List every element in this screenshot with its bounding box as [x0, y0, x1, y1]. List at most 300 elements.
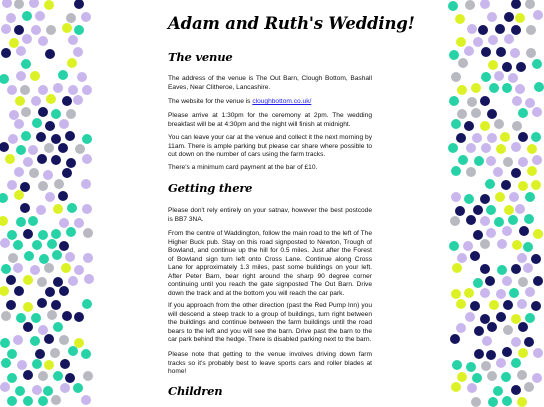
confetti-dot	[62, 23, 72, 33]
confetti-dot	[35, 11, 45, 21]
confetti-dot	[5, 154, 15, 164]
confetti-dot	[511, 0, 521, 9]
confetti-dot	[488, 397, 498, 407]
confetti-dot	[488, 60, 498, 70]
confetti-dot	[496, 358, 506, 368]
confetti-dot	[32, 240, 42, 250]
confetti-dot	[44, 0, 54, 10]
venue-website-link[interactable]: cloughbottom.co.uk/	[252, 98, 312, 105]
confetti-dot	[457, 253, 467, 263]
confetti-dot	[518, 322, 528, 332]
confetti-dot	[464, 194, 474, 204]
confetti-dot	[6, 275, 16, 285]
confetti-dot	[502, 226, 512, 236]
confetti-dot	[487, 133, 497, 143]
confetti-dot	[53, 371, 63, 381]
confetti-dot	[37, 154, 47, 164]
confetti-dot	[519, 226, 529, 236]
confetti-dot	[1, 264, 11, 274]
confetti-dot	[457, 372, 467, 382]
confetti-dot	[15, 96, 25, 106]
confetti-dot	[21, 59, 31, 69]
confetti-dot	[74, 312, 84, 322]
confetti-dot	[532, 107, 542, 117]
confetti-dot	[60, 359, 70, 369]
confetti-dot	[62, 311, 72, 321]
getting-there-route2: If you approach from the other direction (past the Red Pump Inn) you will descend a steep track to a group of buildings, turn right between the buildings and continue between the farm buildings until the road bears to the left and you will see the barn. Drive past the barn to the car park behind the hedge. There is disabled parking next to the barn.	[168, 302, 372, 343]
confetti-dot	[1, 311, 11, 321]
confetti-dot	[46, 94, 56, 104]
confetti-dot	[16, 46, 26, 56]
confetti-dot	[74, 265, 84, 275]
confetti-dot	[494, 217, 504, 227]
confetti-dot	[504, 34, 514, 44]
confetti-dot	[82, 85, 92, 95]
confetti-dot	[83, 371, 93, 381]
confetti-dot	[511, 337, 521, 347]
confetti-dot	[23, 157, 33, 167]
confetti-dot	[66, 109, 76, 119]
confetti-dot	[51, 134, 61, 144]
confetti-dot	[14, 0, 24, 9]
confetti-dot	[515, 204, 525, 214]
confetti-dot	[455, 206, 465, 216]
confetti-dot	[466, 362, 476, 372]
confetti-dot	[37, 298, 47, 308]
confetti-dot	[523, 242, 533, 252]
confetti-dot	[465, 0, 475, 10]
confetti-dot	[46, 25, 56, 35]
confetti-dot	[511, 385, 521, 395]
confetti-dot	[59, 241, 69, 251]
confetti-dot	[77, 72, 87, 82]
confetti-dot	[30, 336, 40, 346]
confetti-dot	[62, 96, 72, 106]
confetti-dot	[7, 396, 17, 406]
confetti-dot	[451, 72, 461, 82]
confetti-dot	[62, 168, 72, 178]
confetti-dot	[29, 168, 39, 178]
confetti-dot	[504, 12, 514, 22]
venue-section	[168, 50, 372, 64]
confetti-dot	[66, 227, 76, 237]
confetti-dot	[44, 143, 54, 153]
confetti-dot	[7, 349, 17, 359]
confetti-dot	[532, 59, 542, 69]
confetti-dot	[494, 71, 504, 81]
confetti-dot	[517, 299, 527, 309]
confetti-dot	[525, 192, 535, 202]
getting-there-heading: Getting there	[168, 181, 253, 195]
confetti-dot	[37, 277, 47, 287]
confetti-dot	[511, 25, 521, 35]
confetti-dot	[526, 25, 536, 35]
getting-there-tracks: Please note that getting to the venue involves driving down farm tracks so it's probably best to leave sports cars and roller blades at home!	[168, 351, 372, 375]
confetti-dot	[471, 108, 481, 118]
confetti-dot	[45, 287, 55, 297]
confetti-dot	[43, 170, 53, 180]
confetti-dot	[533, 348, 543, 358]
confetti-dot	[53, 322, 63, 332]
confetti-dot	[22, 34, 32, 44]
confetti-dot	[53, 83, 63, 93]
confetti-dot	[500, 132, 510, 142]
confetti-dot	[495, 24, 505, 34]
confetti-dot	[485, 276, 495, 286]
confetti-dot	[68, 85, 78, 95]
confetti-dot	[0, 286, 9, 296]
confetti-dot	[32, 385, 42, 395]
confetti-dot	[73, 47, 83, 57]
venue-car: You can leave your car at the venue and collect it the next morning by 11am. There is ample parking but please car share where possible to cut down on the number of cars using the farm tracks.	[168, 134, 372, 158]
confetti-dot	[45, 121, 55, 131]
confetti-dot	[532, 155, 542, 165]
venue-arrival: Please arrive at 1:30pm for the ceremony at 2pm. The wedding breakfast will be at 4:30pm and the night will finish at midnight.	[168, 112, 372, 128]
confetti-dot	[481, 143, 491, 153]
confetti-dot	[503, 300, 513, 310]
confetti-dot	[68, 346, 78, 356]
confetti-dot	[7, 373, 17, 383]
confetti-dot	[456, 133, 466, 143]
confetti-dot	[515, 13, 525, 23]
confetti-dot	[512, 240, 522, 250]
confetti-dot	[471, 83, 481, 93]
confetti-dot	[14, 167, 24, 177]
confetti-dot	[81, 12, 91, 22]
confetti-dot	[23, 396, 33, 406]
confetti-dot	[464, 288, 474, 298]
confetti-dot	[486, 156, 496, 166]
venue-website: The website for the venue is cloughbottom.co.uk/	[168, 98, 312, 105]
confetti-dot	[473, 205, 483, 215]
confetti-dot	[467, 24, 477, 34]
confetti-dot	[38, 230, 48, 240]
confetti-dot	[32, 118, 42, 128]
confetti-dot	[510, 48, 520, 58]
confetti-dot	[16, 145, 26, 155]
confetti-dot	[31, 96, 41, 106]
confetti-dot	[480, 288, 490, 298]
confetti-dot	[16, 71, 26, 81]
confetti-dot	[17, 360, 27, 370]
confetti-dot	[44, 263, 54, 273]
confetti-dot	[508, 73, 518, 83]
confetti-dot	[28, 145, 38, 155]
confetti-border-right	[450, 0, 540, 405]
confetti-dot	[464, 121, 474, 131]
confetti-dot	[451, 166, 461, 176]
confetti-dot	[20, 85, 30, 95]
confetti-dot	[2, 0, 12, 8]
confetti-dot	[61, 263, 71, 273]
confetti-dot	[65, 252, 75, 262]
confetti-dot	[511, 264, 521, 274]
confetti-dot	[83, 253, 93, 263]
confetti-dot	[7, 85, 17, 95]
confetti-dot	[524, 382, 534, 392]
confetti-dot	[456, 37, 466, 47]
confetti-dot	[525, 313, 535, 323]
confetti-dot	[67, 203, 77, 213]
confetti-dot	[13, 263, 23, 273]
confetti-dot	[518, 157, 528, 167]
confetti-dot	[493, 167, 503, 177]
confetti-dot	[478, 25, 488, 35]
confetti-dot	[81, 349, 91, 359]
confetti-dot	[81, 395, 91, 405]
confetti-dot	[8, 253, 18, 263]
confetti-dot	[480, 0, 490, 9]
children-heading: Children	[168, 384, 223, 398]
confetti-dot	[31, 313, 41, 323]
confetti-dot	[511, 168, 521, 178]
confetti-dot	[487, 109, 497, 119]
confetti-dot	[50, 348, 60, 358]
confetti-dot	[508, 215, 518, 225]
confetti-dot	[467, 97, 477, 107]
confetti-dot	[6, 300, 16, 310]
confetti-dot	[23, 275, 33, 285]
confetti-dot	[533, 229, 543, 239]
confetti-dot	[1, 48, 11, 58]
confetti-dot	[466, 167, 476, 177]
confetti-dot	[21, 107, 31, 117]
confetti-dot	[38, 85, 48, 95]
confetti-dot	[9, 110, 19, 120]
confetti-dot	[457, 85, 467, 95]
children-section	[168, 384, 372, 398]
confetti-dot	[497, 239, 507, 249]
confetti-dot	[58, 191, 68, 201]
confetti-dot	[14, 190, 24, 200]
confetti-dot	[463, 241, 473, 251]
confetti-dot	[0, 142, 9, 152]
confetti-dot	[24, 251, 34, 261]
confetti-dot	[525, 0, 535, 9]
confetti-dot	[473, 278, 483, 288]
confetti-dot	[518, 348, 528, 358]
confetti-dot	[456, 299, 466, 309]
confetti-dot	[59, 335, 69, 345]
confetti-dot	[481, 47, 491, 57]
confetti-dot	[487, 12, 497, 22]
confetti-dot	[518, 181, 528, 191]
confetti-dot	[30, 71, 40, 81]
confetti-dot	[60, 383, 70, 393]
confetti-dot	[32, 359, 42, 369]
confetti-dot	[0, 193, 8, 203]
confetti-dot	[451, 119, 461, 129]
confetti-dot	[474, 326, 484, 336]
confetti-dot	[480, 121, 490, 131]
venue-address: The address of the venue is The Out Barn, Clough Bottom, Bashall Eaves, Near Clitheroe, Lancashire.	[168, 75, 372, 91]
confetti-dot	[486, 228, 496, 238]
confetti-dot	[74, 218, 84, 228]
confetti-dot	[533, 276, 543, 286]
confetti-dot	[38, 181, 48, 191]
confetti-dot	[527, 166, 537, 176]
confetti-dot	[449, 241, 459, 251]
confetti-dot	[52, 250, 62, 260]
confetti-dot	[45, 192, 55, 202]
confetti-dot	[515, 84, 525, 94]
confetti-dot	[481, 72, 491, 82]
confetti-dot	[532, 373, 542, 383]
confetti-dot	[474, 156, 484, 166]
confetti-dot	[518, 277, 528, 287]
confetti-dot	[30, 265, 40, 275]
confetti-dot	[452, 263, 462, 273]
confetti-dot	[51, 155, 61, 165]
confetti-dot	[464, 46, 474, 56]
confetti-dot	[497, 265, 507, 275]
confetti-dot	[466, 215, 476, 225]
confetti-dot	[480, 194, 490, 204]
confetti-dot	[35, 349, 45, 359]
confetti-dot	[518, 108, 528, 118]
confetti-dot	[472, 133, 482, 143]
confetti-dot	[45, 49, 55, 59]
confetti-dot	[517, 370, 527, 380]
main-content	[168, 0, 415, 405]
confetti-dot	[74, 0, 84, 9]
confetti-dot	[448, 1, 458, 11]
confetti-dot	[480, 264, 490, 274]
confetti-dot	[73, 383, 83, 393]
confetti-dot	[81, 179, 91, 189]
confetti-dot	[472, 373, 482, 383]
confetti-dot	[20, 203, 30, 213]
confetti-dot	[82, 299, 92, 309]
confetti-dot	[58, 143, 68, 153]
confetti-dot	[489, 300, 499, 310]
confetti-dot	[487, 322, 497, 332]
confetti-dot	[44, 360, 54, 370]
confetti-dot	[7, 230, 17, 240]
confetti-dot	[458, 58, 468, 68]
confetti-dot	[65, 131, 75, 141]
confetti-dot	[501, 372, 511, 382]
confetti-dot	[516, 62, 526, 72]
confetti-dot	[466, 143, 476, 153]
confetti-dot	[502, 83, 512, 93]
confetti-dot	[495, 192, 505, 202]
confetti-dot	[509, 288, 519, 298]
confetti-dot	[511, 358, 521, 368]
confetti-dot	[59, 286, 69, 296]
confetti-dot	[450, 334, 460, 344]
confetti-dot	[512, 121, 522, 131]
confetti-dot	[470, 301, 480, 311]
confetti-dot	[473, 37, 483, 47]
confetti-dot	[480, 239, 490, 249]
confetti-dot	[23, 370, 33, 380]
confetti-dot	[43, 386, 53, 396]
confetti-dot	[23, 322, 33, 332]
confetti-dot	[494, 119, 504, 129]
confetti-dot	[471, 397, 481, 407]
confetti-dot	[73, 95, 83, 105]
confetti-dot	[473, 230, 483, 240]
getting-there-satnav: Please don't rely entirely on your satnav, however the best postcode is BB7 3NA.	[168, 207, 372, 223]
confetti-dot	[38, 396, 48, 406]
confetti-dot	[524, 337, 534, 347]
confetti-dot	[531, 132, 541, 142]
confetti-dot	[36, 132, 46, 142]
confetti-border-left	[0, 0, 90, 405]
confetti-dot	[66, 158, 76, 168]
confetti-dot	[451, 192, 461, 202]
confetti-dot	[38, 107, 48, 117]
confetti-dot	[28, 216, 38, 226]
confetti-dot	[504, 205, 514, 215]
confetti-dot	[38, 371, 48, 381]
confetti-dot	[31, 25, 41, 35]
confetti-dot	[21, 131, 31, 141]
confetti-dot	[489, 83, 499, 93]
confetti-dot	[0, 238, 10, 248]
confetti-dot	[0, 74, 9, 84]
confetti-dot	[0, 338, 10, 348]
confetti-dot	[448, 143, 458, 153]
confetti-dot	[7, 180, 17, 190]
confetti-dot	[6, 13, 16, 23]
confetti-dot	[467, 383, 477, 393]
confetti-dot	[481, 361, 491, 371]
confetti-dot	[66, 13, 76, 23]
confetti-dot	[496, 47, 506, 57]
confetti-dot	[1, 24, 11, 34]
confetti-dot	[449, 96, 459, 106]
confetti-dot	[503, 325, 513, 335]
confetti-dot	[512, 96, 522, 106]
confetti-dot	[486, 205, 496, 215]
confetti-dot	[51, 229, 61, 239]
confetti-dot	[68, 35, 78, 45]
confetti-dot	[517, 397, 527, 407]
confetti-dot	[534, 82, 544, 92]
confetti-dot	[525, 287, 535, 297]
confetti-dot	[38, 36, 48, 46]
confetti-dot	[502, 396, 512, 406]
getting-there-section	[168, 181, 372, 195]
confetti-dot	[517, 253, 527, 263]
getting-there-route1: From the centre of Waddington, follow the main road to the left of The Higher Buck pub. Stay on this road signposted to Newton, Trough of Bowland, and continue up the hill for 0.5 miles. Just after the Forest of Bowland sign turn left onto Cross Lane. Continue along Cross Lane for approximately 1.3 miles, past some buildings on your left. After Peter Barn, bear right around the sharp 90 degree corner continuing until you reach the gate signposted The Out Barn. Drive down the track and at the bottom you will reach the car park.	[168, 230, 372, 297]
confetti-dot	[531, 254, 541, 264]
confetti-dot	[485, 179, 495, 189]
confetti-dot	[496, 144, 506, 154]
confetti-dot	[51, 300, 61, 310]
confetti-dot	[496, 289, 506, 299]
confetti-dot	[14, 119, 24, 129]
confetti-dot	[13, 335, 23, 345]
confetti-dot	[493, 386, 503, 396]
confetti-dot	[524, 214, 534, 224]
confetti-dot	[23, 302, 33, 312]
confetti-dot	[59, 218, 69, 228]
confetti-dot	[503, 157, 513, 167]
venue-card: There's a minimum card payment at the bar of £10.	[168, 164, 318, 171]
confetti-dot	[449, 50, 459, 60]
confetti-dot	[15, 386, 25, 396]
confetti-dot	[525, 98, 535, 108]
confetti-dot	[59, 119, 69, 129]
confetti-dot	[29, 0, 39, 8]
confetti-dot	[75, 144, 85, 154]
confetti-dot	[82, 134, 92, 144]
confetti-dot	[68, 276, 78, 286]
confetti-dot	[82, 154, 92, 164]
